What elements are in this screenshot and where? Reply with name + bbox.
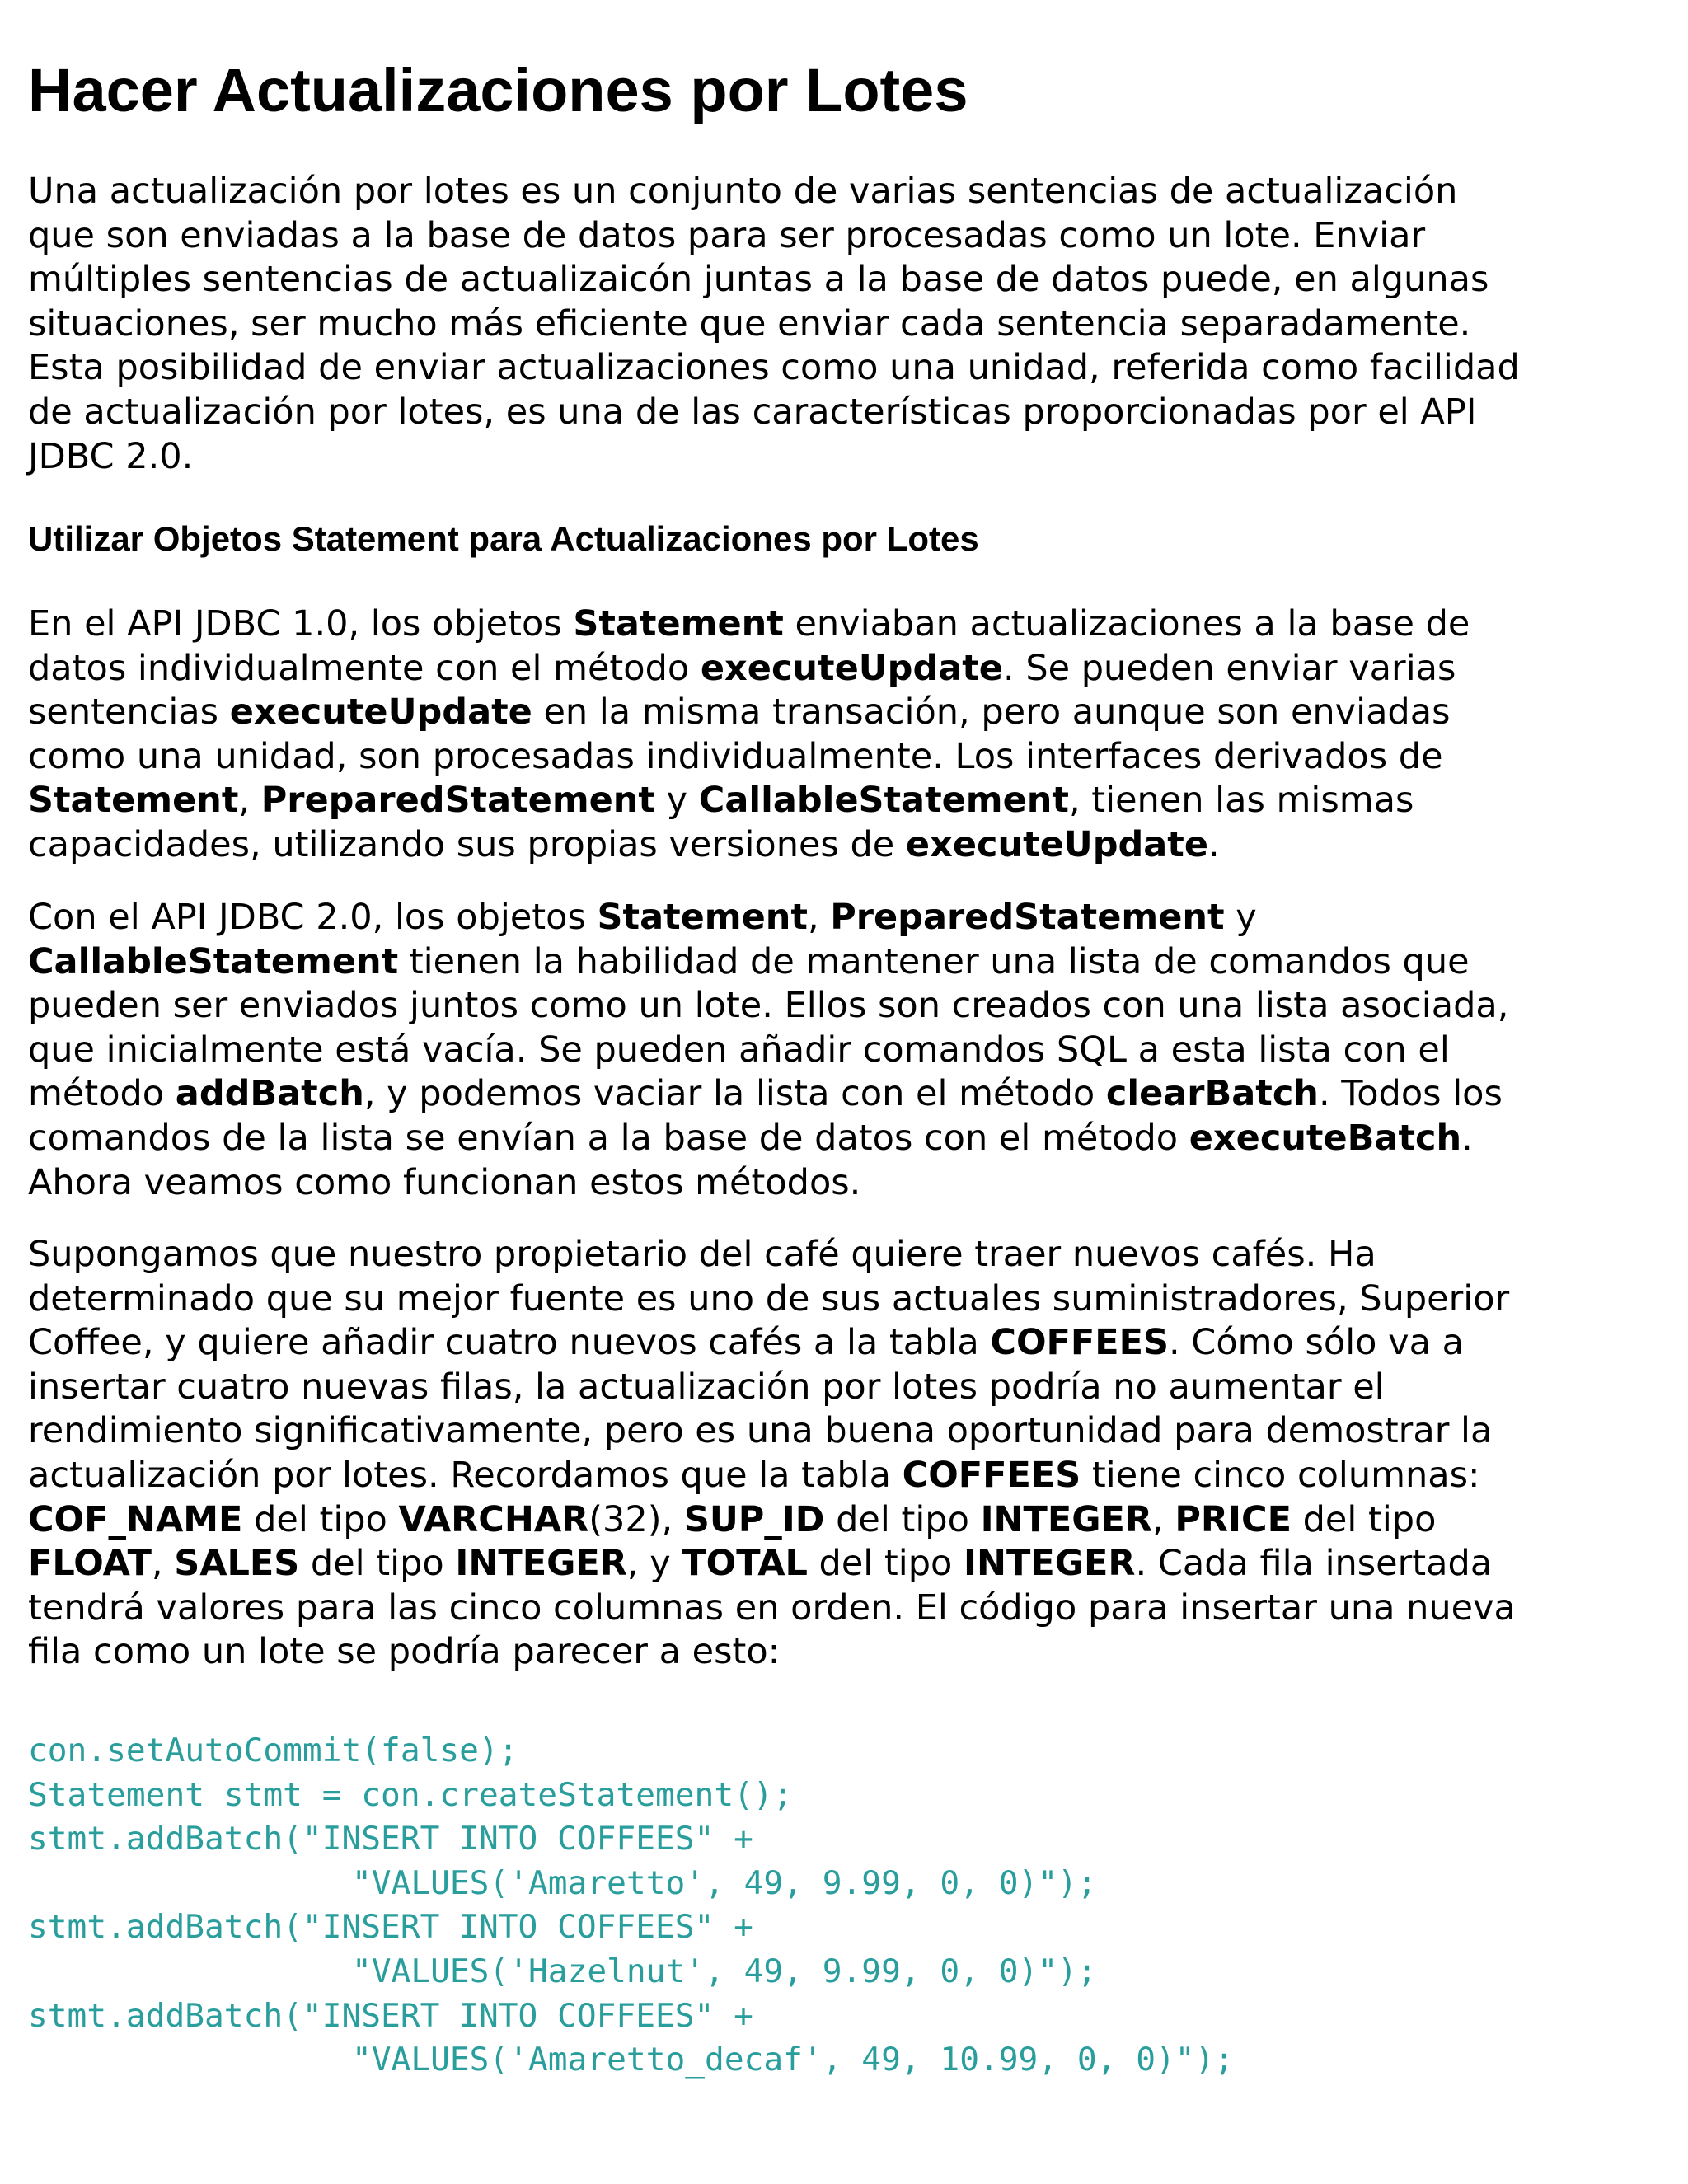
text-run: , <box>1152 1498 1175 1540</box>
text-run: . Cada fila insertada <box>1135 1543 1493 1585</box>
text-line <box>28 896 1660 940</box>
code-term: CallableStatement <box>698 780 1069 822</box>
text-run: de actualización por lotes, es una de las características proporcionadas por el API <box>28 391 1477 433</box>
text-run: , y <box>626 1543 682 1585</box>
code-term: PreparedStatement <box>260 780 655 822</box>
text-run: Una actualización por lotes es un conjunto de varias sentencias de actualización <box>28 171 1458 212</box>
code-term: COF_NAME <box>28 1498 243 1540</box>
text-run: del tipo <box>807 1543 964 1585</box>
text-line <box>28 1366 1660 1410</box>
text-line <box>28 647 1660 691</box>
text-run: insertar cuatro nuevas filas, la actualización por lotes podría no aumentar el <box>28 1366 1385 1408</box>
code-term: executeUpdate <box>700 647 1003 689</box>
text-line <box>28 1586 1660 1631</box>
text-line <box>28 214 1660 259</box>
jdbc1-paragraph <box>28 602 1660 868</box>
text-line <box>28 1161 1660 1206</box>
text-run: situaciones, ser mucho más eficiente que enviar cada sentencia separadamente. <box>28 302 1471 344</box>
text-run: sentencias <box>28 691 230 733</box>
coffee-paragraph <box>28 1233 1660 1675</box>
text-run: actualización por lotes. Recordamos que la tabla <box>28 1454 903 1496</box>
text-run: . <box>1208 823 1220 865</box>
text-line <box>28 1409 1660 1454</box>
text-line <box>28 691 1660 735</box>
code-term: VARCHAR <box>398 1498 589 1540</box>
text-line <box>28 391 1660 435</box>
code-line: stmt.addBatch("INSERT INTO COFFEES" + <box>28 1820 753 1858</box>
section-heading: Utilizar Objetos Statement para Actualizaciones por Lotes <box>28 519 979 558</box>
page-title: Hacer Actualizaciones por Lotes <box>28 56 968 124</box>
text-line <box>28 1117 1660 1161</box>
code-line: Statement stmt = con.createStatement(); <box>28 1775 793 1814</box>
code-term: INTEGER <box>964 1543 1136 1585</box>
code-term: COFFEES <box>902 1454 1081 1496</box>
text-run: , <box>807 897 831 938</box>
code-line: con.setAutoCommit(false); <box>28 1732 518 1769</box>
text-run: múltiples sentencias de actualizaicón juntas a la base de datos puede, en algunas <box>28 259 1489 301</box>
text-run: que son enviadas a la base de datos para ser procesadas como un lote. Enviar <box>28 214 1426 256</box>
text-run: en la misma transación, pero aunque son enviadas <box>532 691 1451 733</box>
text-run: . Se pueden enviar varias <box>1002 647 1456 689</box>
text-run: Con el API JDBC 2.0, los objetos <box>28 897 598 938</box>
text-line <box>28 1630 1660 1675</box>
text-run: capacidades, utilizando sus propias versiones de <box>28 823 906 865</box>
text-run: , <box>151 1543 175 1585</box>
code-term: executeBatch <box>1189 1117 1462 1159</box>
text-line <box>28 1454 1660 1498</box>
text-line <box>28 779 1660 823</box>
text-run: fila como un lote se podría parecer a esto: <box>28 1631 781 1673</box>
text-line <box>28 258 1660 302</box>
text-line <box>28 1277 1660 1322</box>
text-line <box>28 940 1660 985</box>
code-term: PRICE <box>1175 1498 1292 1540</box>
text-run: , <box>238 780 261 822</box>
text-run: tienen la habilidad de mantener una lista de comandos que <box>398 940 1470 982</box>
text-run: comandos de la lista se envían a la base de datos con el método <box>28 1117 1189 1159</box>
text-line <box>28 735 1660 780</box>
text-line <box>28 1029 1660 1073</box>
code-term: PreparedStatement <box>830 897 1225 938</box>
code-term: executeUpdate <box>905 823 1209 865</box>
text-run: del tipo <box>1291 1498 1437 1540</box>
jdbc2-paragraph <box>28 896 1660 1205</box>
text-line <box>28 1233 1660 1277</box>
code-term: INTEGER <box>455 1543 627 1585</box>
text-run: . Todos los <box>1318 1073 1503 1115</box>
code-block <box>28 1729 1234 2083</box>
code-line: "VALUES('Hazelnut', 49, 9.99, 0, 0)"); <box>352 1952 1097 1990</box>
text-line <box>28 1542 1660 1586</box>
code-term: SUP_ID <box>683 1498 825 1540</box>
code-line: stmt.addBatch("INSERT INTO COFFEES" + <box>28 1996 753 2035</box>
text-run: datos individualmente con el método <box>28 647 701 689</box>
text-run: tiene cinco columnas: <box>1081 1454 1480 1496</box>
text-run: En el API JDBC 1.0, los objetos <box>28 603 574 644</box>
text-run: y <box>654 780 699 822</box>
code-term: Statement <box>28 780 239 822</box>
text-run: Ahora veamos como funcionan estos métodos. <box>28 1161 861 1203</box>
code-line: "VALUES('Amaretto', 49, 9.99, 0, 0)"); <box>352 1863 1097 1902</box>
text-run: enviaban actualizaciones a la base de <box>783 603 1470 644</box>
code-term: CallableStatement <box>28 940 399 982</box>
text-run: , y podemos vaciar la lista con el método <box>363 1073 1106 1115</box>
text-run: tendrá valores para las cinco columnas en orden. El código para insertar una nueva <box>28 1586 1516 1629</box>
text-run: pueden ser enviados juntos como un lote. Ellos son creados con una lista asociada, <box>28 985 1509 1027</box>
text-run: Supongamos que nuestro propietario del café quiere traer nuevos cafés. Ha <box>28 1234 1376 1275</box>
code-term: clearBatch <box>1105 1073 1319 1115</box>
text-run: del tipo <box>299 1543 456 1585</box>
text-run: del tipo <box>824 1498 981 1540</box>
text-run: rendimiento significativamente, pero es una buena oportunidad para demostrar la <box>28 1410 1493 1452</box>
text-line <box>28 346 1660 391</box>
text-line <box>28 1072 1660 1117</box>
text-line <box>28 984 1660 1029</box>
text-run: , tienen las mismas <box>1068 780 1414 822</box>
text-run: método <box>28 1073 176 1115</box>
text-run: como una unidad, son procesadas individualmente. Los interfaces derivados de <box>28 735 1443 777</box>
text-line <box>28 1321 1660 1366</box>
text-line <box>28 302 1660 347</box>
text-line <box>28 1498 1660 1543</box>
text-line <box>28 435 1660 480</box>
code-term: executeUpdate <box>229 691 532 733</box>
text-run: Esta posibilidad de enviar actualizaciones como una unidad, referida como facilidad <box>28 347 1520 389</box>
code-term: INTEGER <box>980 1498 1153 1540</box>
text-run: . <box>1461 1117 1473 1159</box>
code-term: Statement <box>597 897 808 938</box>
text-line <box>28 602 1660 647</box>
code-line: stmt.addBatch("INSERT INTO COFFEES" + <box>28 1908 753 1947</box>
code-term: SALES <box>174 1543 300 1585</box>
code-term: FLOAT <box>28 1543 152 1585</box>
text-run: JDBC 2.0. <box>28 435 194 477</box>
intro-paragraph <box>28 170 1660 479</box>
text-run: y <box>1224 897 1257 938</box>
text-run: que inicialmente está vacía. Se pueden añadir comandos SQL a esta lista con el <box>28 1029 1450 1071</box>
code-term: addBatch <box>175 1073 364 1115</box>
text-line <box>28 823 1660 868</box>
text-run: del tipo <box>242 1498 399 1540</box>
code-term: TOTAL <box>682 1543 808 1585</box>
text-run: determinado que su mejor fuente es uno de sus actuales suministradores, Superior <box>28 1277 1510 1319</box>
code-line: "VALUES('Amaretto_decaf', 49, 10.99, 0, 0)"); <box>352 2041 1235 2079</box>
text-line <box>28 170 1660 214</box>
text-run: (32), <box>588 1498 684 1540</box>
code-term: Statement <box>573 603 784 644</box>
text-run: . Cómo sólo va a <box>1168 1322 1464 1364</box>
code-term: COFFEES <box>990 1322 1169 1364</box>
text-run: Coffee, y quiere añadir cuatro nuevos cafés a la tabla <box>28 1322 991 1364</box>
